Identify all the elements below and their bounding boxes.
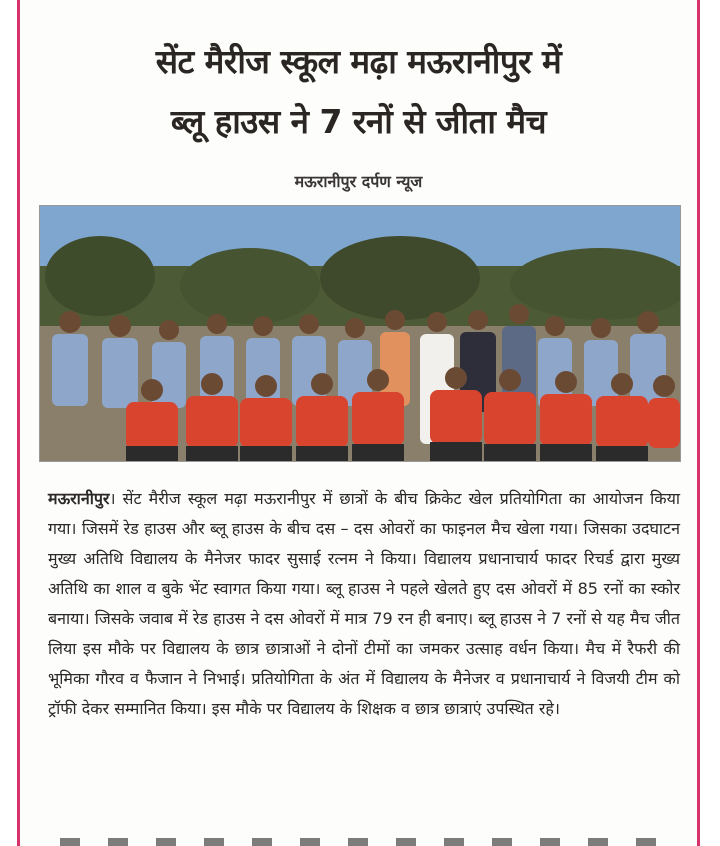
article-body	[48, 484, 680, 724]
team-photo	[39, 205, 681, 462]
article-dateline: मऊरानीपुर	[48, 489, 110, 508]
page-border-right	[697, 0, 700, 846]
article-text: । सेंट मैरीज स्कूल मढ़ा मऊरानीपुर में छात्रों के बीच क्रिकेट खेल प्रतियोगिता का आयोजन किया गया। जिसमें रेड हाउस और ब्लू हाउस के बीच दस – दस ओवरों का फाइनल मैच खेला गया। जिसका उदघाटन मुख्य अतिथि विद्यालय के मैनेजर फादर सुसाई रत्नम ने किया। विद्यालय प्रधानाचार्य फादर रिचर्ड द्वारा मुख्य अतिथि का शाल व बुके भेंट स्वागत किया गया। ब्लू हाउस ने पहले खेलते हुए दस ओवरों में 85 रनों का स्कोर बनाया। जिसके जवाब में रेड हाउस ने दस ओवरों में मात्र 79 रन ही बनाए। ब्लू हाउस ने 7 रनों से यह मैच जीत लिया इस मौके पर विद्यालय के छात्र छात्राओं ने दोनों टीमों का जमकर उत्साह वर्धन किया। मैच में रैफरी की भूमिका गौरव व फैजान ने निभाई। प्रतियोगिता के अंत में विद्यालय के मैनेजर व प्रधानाचार्य ने विजयी टीम को ट्रॉफी देकर सम्मानित किया। इस मौके पर विद्यालय के शिक्षक व छात्र छात्राएं उपस्थित रहे।	[48, 489, 680, 718]
byline: मऊरानीपुर दर्पण न्यूज	[294, 172, 423, 191]
headline-line-1: सेंट मैरीज स्कूल मढ़ा मऊरानीपुर में	[155, 42, 562, 81]
next-article-cutoff	[60, 838, 660, 846]
newspaper-clipping	[20, 0, 697, 846]
headline-line-2: ब्लू हाउस ने 7 रनों से जीता मैच	[170, 102, 547, 141]
